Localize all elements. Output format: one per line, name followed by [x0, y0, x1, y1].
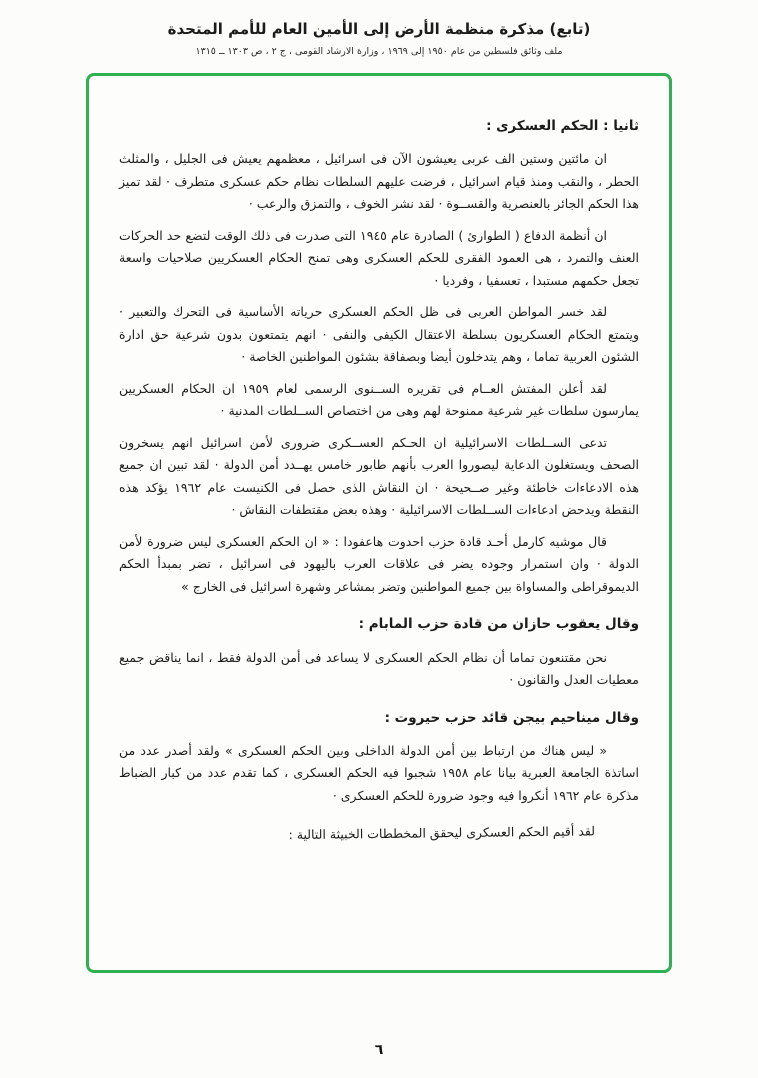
document-frame — [86, 73, 672, 973]
paragraph: تدعى الســلطات الاسرائيلية ان الحـكم العســكرى ضرورى لأمن اسرائيل انهم يسخرون الصحف ويستغلون الدعاية ليصوروا العرب بأنهم طابور خامس يهــدد أمن الدولة · لقد تبين ان جميع هذه الادعاءات خاطئة وغير صــحيحة · ان النقاش الذى حصل فى الكنيست عام ١٩٦٢ يؤكد هذه النقطة ويدحض ادعاءات الســلطات الاسرائيلية · وهذه بعض مقتطفات النقاش · — [119, 434, 639, 518]
section-heading: وقال يعقوب حازان من قادة حزب المابام : — [358, 616, 639, 633]
paragraph: نحن مقتنعون تماما أن نظام الحكم العسكرى لا يساعد فى أمن الدولة فقط ، انما يناقض جميع معطيات العدل والقانون · — [119, 649, 639, 688]
section-heading: وقال ميناحيم بيجن قائد حزب حيروت : — [384, 709, 639, 726]
closing-line: لقد أقيم الحكم العسكرى ليحقق المخططات الخبيثة التالية : — [288, 823, 596, 843]
paragraph: ان أنظمة الدفاع ( الطوارئ ) الصادرة عام ١٩٤٥ التى صدرت فى ذلك الوقت لتضع حد الحركات العنف والتمرد ، هى العمود الفقرى للحكم العسكرى وهى تمنح الحكام العسكريين صلاحيات واسعة تجعل حكمهم مستبدا ، تعسفيا ، وفرديا · — [119, 227, 639, 288]
document-source-line: ملف وثائق فلسطين من عام ١٩٥٠ إلى ١٩٦٩ ، وزارة الارشاد القومى ، ج ٢ ، ص ١٣٠٣ ــ ١٣١٥ — [195, 46, 563, 57]
document-body — [119, 114, 639, 846]
page-number: ٦ — [374, 1042, 384, 1058]
document-title: (تابع) مذكرة منظمة الأرض إلى الأمين العام للأمم المتحدة — [167, 20, 591, 38]
paragraph: لقد خسر المواطن العربى فى ظل الحكم العسكرى حرياته الأساسية فى التحرك والتعبير · ويتمتع الحكام العسكريون بسلطة الاعتقال الكيفى والنفى · انهم يتمتعون بدون شرعية حق ادارة الشئون العربية تماما ، وهم يتدخلون أيضا وبصفاقة بشئون المواطنين الخاصة · — [119, 304, 639, 365]
paragraph: ان مائتين وستين الف عربى يعيشون الآن فى اسرائيل ، معظمهم يعيش فى الجليل ، والمثلث الحطر ، والنقب ومنذ قيام اسرائيل ، فرضت عليهم السلطات نظام حكم عسكرى متطرف · لقد تميز هذا الحكم الجائر بالعنصرية والقســوة · لقد نشر الخوف ، والتمزق والرعب · — [119, 151, 639, 212]
paragraph: قال موشيه كارمل أحـد قادة حزب احدوت هاعفودا : « ان الحكم العسكرى ليس ضرورة لأمن الدولة · وان استمرار وجوده يضر فى علاقات العرب باليهود فى اسرائيل ، تضر بمبدأ الحكم الديموقراطى والمساواة بين جميع المواطنين وتضر بمشاعر وشهرة اسرائيل فى الخارج » — [119, 533, 639, 594]
section-heading: ثانيا : الحكم العسكرى : — [486, 118, 639, 134]
document-header — [0, 0, 758, 57]
paragraph: لقد أعلن المفتش العــام فى تقريره الســنوى الرسمى لعام ١٩٥٩ ان الحكام العسكريين يمارسون سلطات غير شرعية ممنوحة لهم وهى من اختصاص الســلطات المدنية · — [119, 380, 639, 419]
paragraph: « ليس هناك من ارتباط بين أمن الدولة الداخلى وبين الحكم العسكرى » ولقد أصدر عدد من اساتذة الجامعة العبرية بيانا عام ١٩٥٨ شجبوا فيه الحكم العسكرى ، كما تقدم عدد من كبار الضباط مذكرة عام ١٩٦٢ أنكروا فيه وجود ضرورة للحكم العسكرى · — [119, 742, 639, 803]
